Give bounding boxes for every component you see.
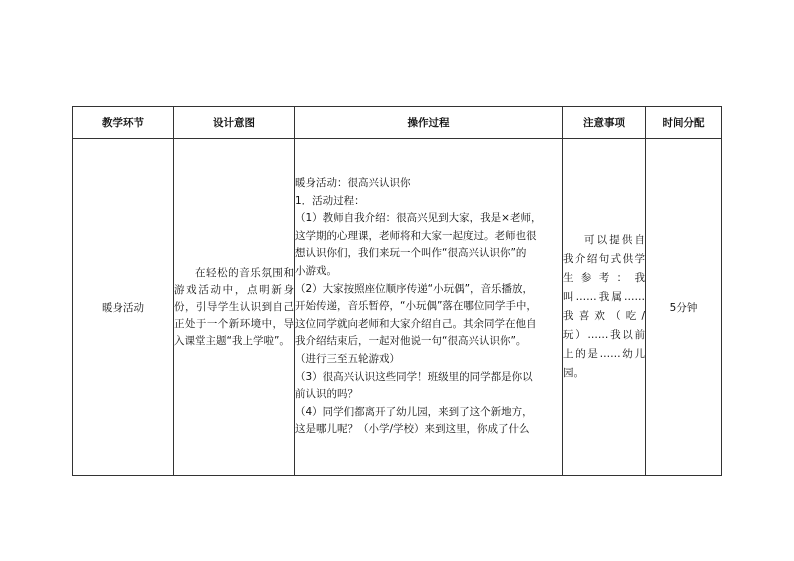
process-line: （2）大家按照座位顺序传递“小玩偶”，音乐播放， xyxy=(295,282,534,295)
process-line: （1）教师自我介绍：很高兴见到大家，我是×老师， xyxy=(295,212,542,225)
header-row xyxy=(73,107,722,139)
header-stage: 教学环节 xyxy=(73,107,174,139)
notes-cell xyxy=(563,139,646,476)
time-cell: 5分钟 xyxy=(646,139,722,476)
process-line: 这位同学就向老师和大家介绍自己。其余同学在他自 xyxy=(295,317,537,330)
intent-cell xyxy=(174,139,295,476)
process-line: 1．活动过程： xyxy=(295,194,365,207)
notes-text: 可以提供自我介绍句式供学生参考：我叫……我属……我喜欢（吃/玩）……我以前上的是……幼儿园。 xyxy=(563,234,645,379)
process-line: （进行三至五轮游戏） xyxy=(295,352,400,365)
process-line: 这是哪儿呢？（小学/学校）来到这里，你成了什么 xyxy=(295,423,530,436)
header-notes: 注意事项 xyxy=(563,107,646,139)
process-line: 这学期的心理课，老师将和大家一起度过。老师也很 xyxy=(295,229,537,242)
header-intent: 设计意图 xyxy=(174,107,295,139)
stage-cell: 暖身活动 xyxy=(73,139,174,476)
intent-text: 在轻松的音乐氛围和游戏活动中，点明新身份，引导学生认识到自己正处于一个新环境中，导入课堂主题“我上学啦”。 xyxy=(174,266,294,347)
header-process: 操作过程 xyxy=(295,107,563,139)
process-line: （3）很高兴认识这些同学！班级里的同学都是你以 xyxy=(295,370,533,383)
process-line: 暖身活动：很高兴认识你 xyxy=(295,177,411,190)
process-line: 我介绍结束后，一起对他说一句“很高兴认识你”。 xyxy=(295,335,527,348)
process-line: （4）同学们都离开了幼儿园，来到了这个新地方， xyxy=(295,405,533,418)
table-row xyxy=(73,139,722,476)
process-cell xyxy=(295,139,563,476)
process-line: 开始传递，音乐暂停，“小玩偶”落在哪位同学手中， xyxy=(295,300,537,313)
process-line: 想认识你们，我们来玩一个叫作“很高兴认识你”的 xyxy=(295,247,527,260)
lesson-plan-table xyxy=(72,106,722,476)
process-line: 前认识的吗？ xyxy=(295,388,358,401)
header-time: 时间分配 xyxy=(646,107,722,139)
process-line: 小游戏。 xyxy=(295,265,337,278)
